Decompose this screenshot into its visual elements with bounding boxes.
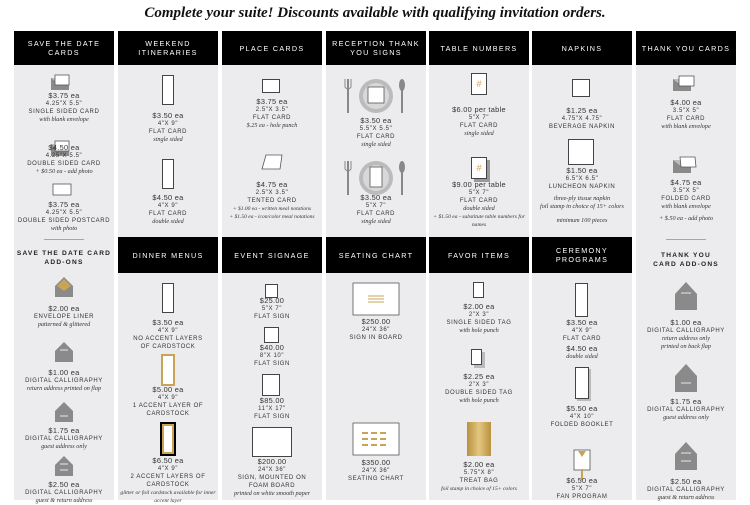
seating-chart-icon <box>352 422 400 461</box>
menu-accent-icon <box>161 354 175 386</box>
ty-item-2: $4.75 ea 3.5"X 5" FOLDED CARD with blank envelope + $.50 ea - add photo <box>658 178 713 222</box>
double-tag-icon <box>471 349 482 365</box>
dinner-item-3: $6.50 ea 4"X 9" 2 ACCENT LAYERS OF CARDSTOCK glitter or foil cardstock available for inner accent layer <box>120 456 216 504</box>
folded-card-icon <box>672 155 698 180</box>
sign-item-4: $200.00 24"X 36" SIGN, MOUNTED ON FOAM BOARD printed on white smooth paper <box>234 457 310 497</box>
envelope-address-icon <box>54 401 74 428</box>
tag-icon <box>473 282 484 298</box>
napkin-item-2: $1.50 ea 6.5"X 6.5" LUNCHEON NAPKIN three-ply tissue napkin foil stamp in choice of 15+ colors minimum 100 pieces <box>540 166 624 224</box>
place-cards-header: PLACE CARDS <box>222 31 322 65</box>
seating-chart-header: SEATING CHART <box>326 237 426 273</box>
place-signage-column <box>222 31 322 500</box>
place-item-2: $4.75 ea 2.5"X 3.5" TENTED CARD + $1.00 ea - written meal notations + $1.50 ea - icon/color meal notations <box>229 180 315 220</box>
sign-item-1: $25.00 5"X 7" FLAT SIGN <box>254 296 290 320</box>
program-card-icon <box>575 283 588 317</box>
place-card-icon <box>262 79 280 93</box>
save-the-date-column <box>14 31 114 504</box>
favor-item-2: $2.25 ea 2"X 3" DOUBLE SIDED TAG with hole punch <box>445 372 513 404</box>
program-item-1: $3.50 ea 4"X 9" FLAT CARD <box>562 318 602 342</box>
menu-double-accent-icon <box>160 422 176 456</box>
sign-medium-icon <box>264 327 279 343</box>
reception-seating-column <box>326 31 426 500</box>
dinner-item-2: $5.00 ea 4"X 9" 1 ACCENT LAYER OF CARDSTOCK <box>132 385 204 417</box>
table-item-2: $9.00 per table 5"X 7" FLAT CARD double sided + $1.50 ea - substitute table numbers for names <box>433 180 525 228</box>
itinerary-card-icon <box>162 159 174 189</box>
ty-addon-2: $1.75 ea DIGITAL CALLIGRAPHY guest address only <box>647 397 725 421</box>
table-numbers-header: TABLE NUMBERS <box>429 31 529 65</box>
ty-addon-3: $2.50 ea DIGITAL CALLIGRAPHY guest & return address <box>647 477 725 501</box>
table-item-1: $6.00 per table 5"X 7" FLAT CARD single sided <box>452 105 506 137</box>
event-signage-header: EVENT SIGNAGE <box>222 237 322 273</box>
envelope-icon <box>672 75 696 98</box>
sign-item-3: $85.00 11"X 17" FLAT SIGN <box>254 396 290 420</box>
dinner-item-1: $3.50 ea 4"X 9" NO ACCENT LAYERS OF CARDSTOCK <box>133 318 203 350</box>
beverage-napkin-icon <box>572 79 590 97</box>
weekend-item-2: $4.50 ea 4"X 9" FLAT CARD double sided <box>148 193 188 225</box>
std-addons-title: SAVE THE DATE CARD ADD-ONS <box>16 250 112 266</box>
envelope-flap-icon <box>674 281 698 316</box>
std-addon-4: $2.50 ea DIGITAL CALLIGRAPHY guest & return address <box>25 480 103 504</box>
envelope-full-address-icon <box>54 455 74 482</box>
table-number-double-icon: # <box>471 157 487 179</box>
program-item-3: $5.50 ea 4"X 10" FOLDED BOOKLET <box>550 404 614 428</box>
sign-poster-icon <box>252 427 292 457</box>
thank-you-column <box>636 31 736 500</box>
napkin-item-1: $1.25 ea 4.75"X 4.75" BEVERAGE NAPKIN <box>548 106 616 130</box>
program-item-4: $6.50 ea 5"X 7" FAN PROGRAM <box>556 476 608 500</box>
reception-item-2: $3.50 ea 5"X 7" FLAT CARD single sided <box>356 193 396 225</box>
ceremony-programs-header: CEREMONY PROGRAMS <box>532 237 632 273</box>
favor-items-header: FAVOR ITEMS <box>429 237 529 273</box>
itinerary-card-icon <box>162 75 174 105</box>
divider <box>666 239 706 240</box>
booklet-icon <box>575 367 589 399</box>
std-item-3: $3.75 ea 4.25"X 5.5" DOUBLE SIDED POSTCARD with photo <box>17 200 111 232</box>
sign-item-2: $40.00 8"X 10" FLAT SIGN <box>254 343 290 367</box>
seating-item-2: $350.00 24"X 36" SEATING CHART <box>348 458 404 482</box>
std-item-1: $3.75 ea 4.25"X 5.5" SINGLE SIDED CARD with blank envelope <box>28 91 100 123</box>
sign-in-board-icon <box>352 282 400 321</box>
favor-item-3: $2.00 ea 5.75"X 8" TREAT BAG foil stamp in choice of 15+ colors <box>441 460 517 492</box>
ty-item-1: $4.00 ea 3.5"X 5" FLAT CARD with blank envelope <box>661 98 711 130</box>
program-item-2: $4.50 ea double sided <box>566 344 598 360</box>
envelope-address-icon <box>674 363 698 398</box>
envelope-flap-icon <box>54 341 74 368</box>
favor-item-1: $2.00 ea 2"X 3" SINGLE SIDED TAG with hole punch <box>446 302 512 334</box>
reception-header: RECEPTION THANK YOU SIGNS <box>326 31 426 65</box>
napkins-programs-column <box>532 31 632 500</box>
table-favor-column <box>429 31 529 500</box>
tented-card-icon <box>260 153 284 176</box>
reception-item-1: $3.50 ea 5.5"X 5.5" FLAT CARD single sided <box>356 116 396 148</box>
thank-you-header: THANK YOU CARDS <box>636 31 736 65</box>
envelope-full-address-icon <box>674 441 698 476</box>
treat-bag-icon <box>467 422 491 456</box>
sign-large-icon <box>262 374 280 396</box>
std-addon-2: $1.00 ea DIGITAL CALLIGRAPHY return address printed on flap <box>25 368 103 392</box>
save-the-date-header: SAVE THE DATE CARDS <box>14 31 114 65</box>
banner-title: Complete your suite! Discounts available with qualifying invitation orders. <box>144 5 606 21</box>
std-addon-1: $2.00 ea ENVELOPE LINER patterned & glittered <box>33 304 95 328</box>
seating-item-1: $250.00 24"X 36" SIGN IN BOARD <box>349 317 403 341</box>
weekend-dinner-column <box>118 31 218 504</box>
menu-card-icon <box>162 283 174 313</box>
ty-addon-1: $1.00 ea DIGITAL CALLIGRAPHY return address only printed on back flap <box>647 318 725 350</box>
luncheon-napkin-icon <box>568 139 594 165</box>
weekend-header: WEEKEND ITINERARIES <box>118 31 218 65</box>
place-setting-icon <box>344 75 408 120</box>
table-number-icon: # <box>471 73 487 95</box>
napkins-header: NAPKINS <box>532 31 632 65</box>
std-item-2: $4.50 ea 4.25"X 5.5" DOUBLE SIDED CARD + $0.50 ea - add photo <box>27 143 101 175</box>
ty-addons-title: THANK YOU CARD ADD-ONS <box>653 252 719 268</box>
dinner-header: DINNER MENUS <box>118 237 218 273</box>
envelope-icon <box>50 75 70 89</box>
place-item-1: $3.75 ea 2.5"X 3.5" FLAT CARD $.25 ea - hole punch <box>246 97 298 129</box>
std-addon-3: $1.75 ea DIGITAL CALLIGRAPHY guest address only <box>25 426 103 450</box>
divider <box>44 239 84 240</box>
weekend-item-1: $3.50 ea 4"X 9" FLAT CARD single sided <box>148 111 188 143</box>
envelope-liner-icon <box>54 276 74 303</box>
